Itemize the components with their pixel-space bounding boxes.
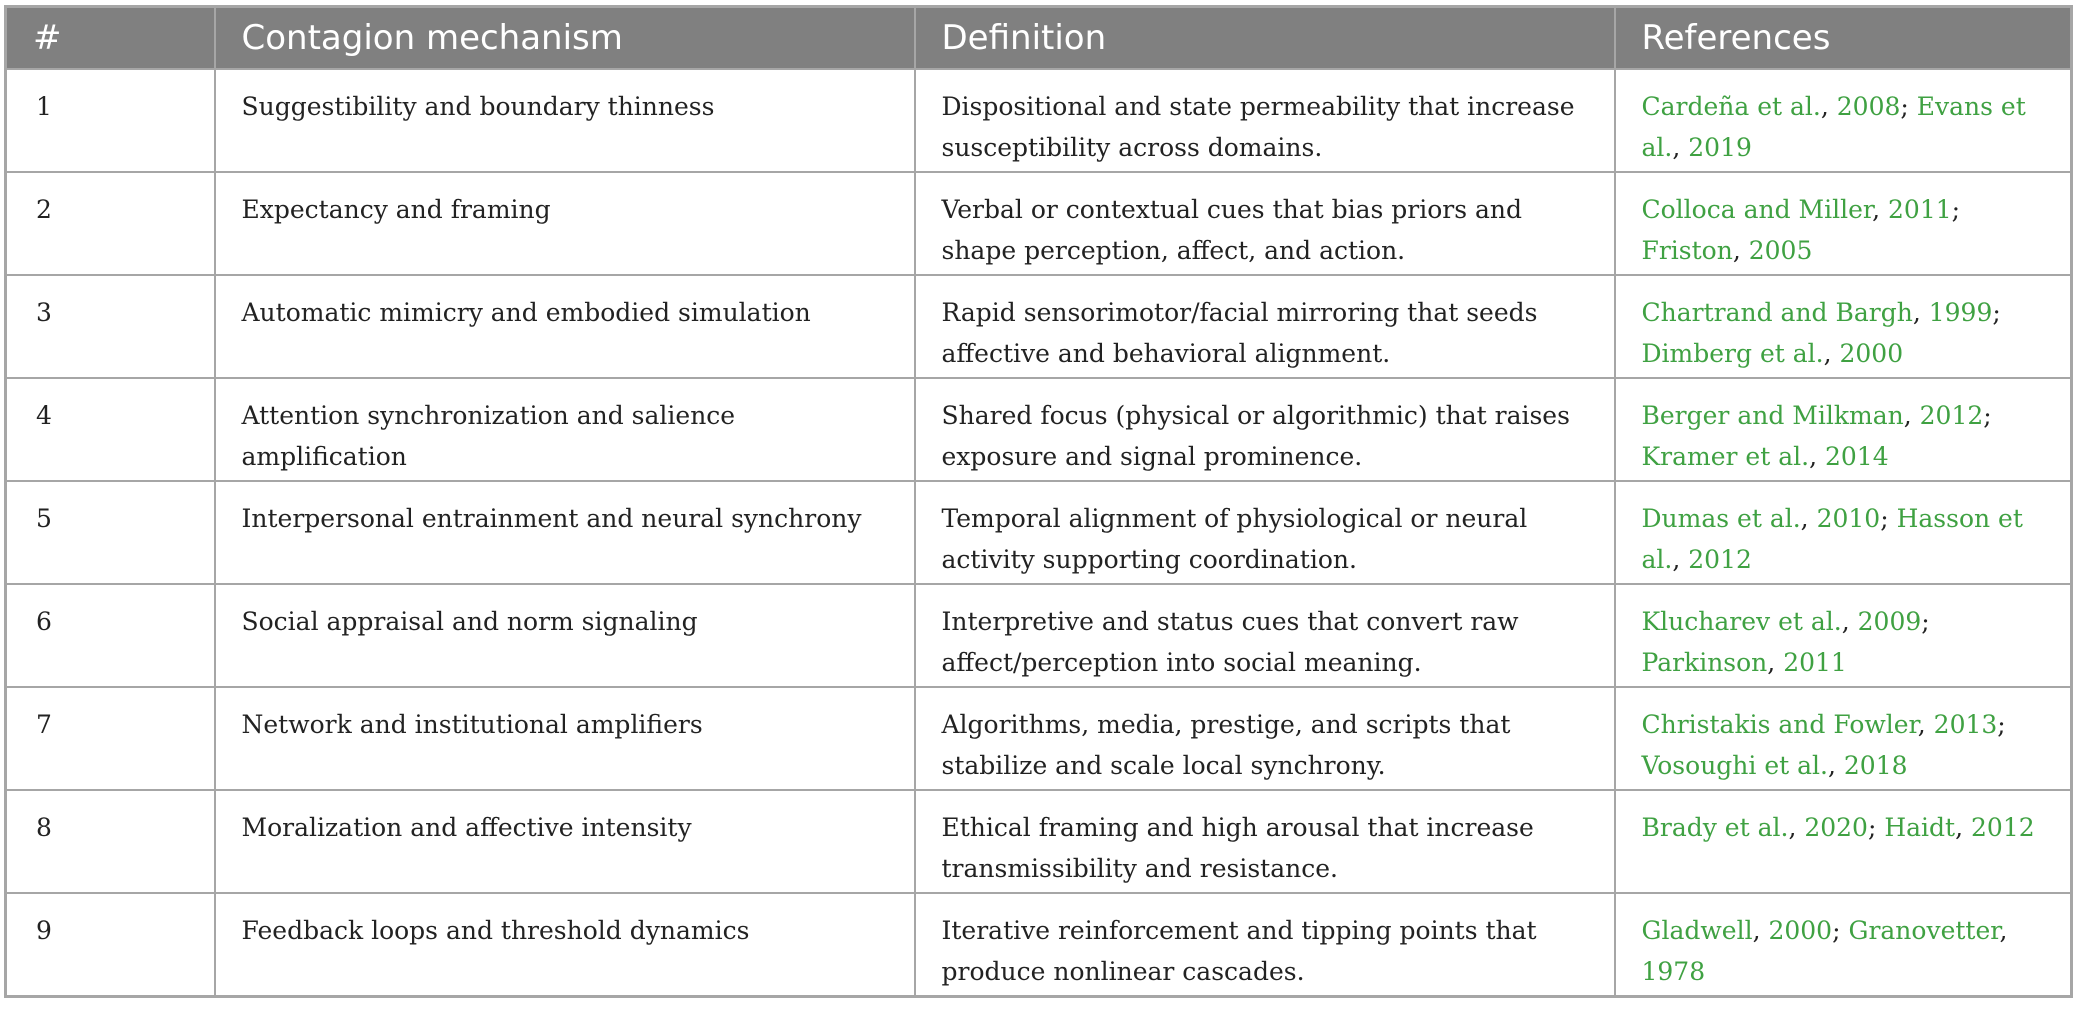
- reference-author-link[interactable]: Granovetter: [1848, 916, 2000, 945]
- reference-author-link[interactable]: Chartrand and Bargh: [1641, 298, 1913, 327]
- reference-separator: ,: [1809, 442, 1825, 471]
- reference-separator: ,: [1827, 751, 1844, 780]
- reference-separator: ;: [1997, 710, 2006, 739]
- row-mechanism: Suggestibility and boundary thinness: [215, 69, 915, 172]
- table-row: [6, 69, 2072, 172]
- reference-year-link[interactable]: 2019: [1688, 133, 1752, 162]
- row-references: [1615, 584, 2072, 687]
- row-references: [1615, 69, 2072, 172]
- reference-author-link[interactable]: Parkinson: [1641, 648, 1768, 677]
- reference-year-link[interactable]: 2012: [1688, 545, 1752, 574]
- reference-author-link[interactable]: Berger and Milkman: [1641, 401, 1904, 430]
- reference-author-link[interactable]: Christakis and Fowler: [1641, 710, 1918, 739]
- row-references: [1615, 893, 2072, 996]
- row-references: [1615, 790, 2072, 893]
- row-definition: Iterative reinforcement and tipping points that produce nonlinear cascades.: [915, 893, 1615, 996]
- reference-year-link[interactable]: 2018: [1843, 751, 1908, 780]
- reference-year-link[interactable]: 2008: [1836, 92, 1901, 121]
- reference-separator: ,: [1767, 648, 1784, 677]
- row-mechanism: Automatic mimicry and embodied simulation: [215, 275, 915, 378]
- reference-separator: ,: [1999, 916, 2008, 945]
- table-row: [6, 172, 2072, 275]
- row-mechanism: Feedback loops and threshold dynamics: [215, 893, 915, 996]
- reference-year-link[interactable]: 2010: [1816, 504, 1881, 533]
- row-references: [1615, 275, 2072, 378]
- row-mechanism: Network and institutional amplifiers: [215, 687, 915, 790]
- reference-separator: ,: [1820, 92, 1837, 121]
- reference-separator: ,: [1752, 916, 1769, 945]
- reference-year-link[interactable]: 2005: [1748, 236, 1813, 265]
- row-references: [1615, 378, 2072, 481]
- row-number: 9: [6, 893, 215, 996]
- row-number: 7: [6, 687, 215, 790]
- header-definition: Definition: [915, 7, 1615, 70]
- reference-author-link[interactable]: Friston: [1641, 236, 1733, 265]
- reference-separator: ;: [1867, 813, 1885, 842]
- row-definition: Dispositional and state permeability that increase susceptibility across domains.: [915, 69, 1615, 172]
- reference-separator: ,: [1672, 545, 1689, 574]
- reference-separator: ,: [1872, 195, 1889, 224]
- reference-author-link[interactable]: Evans et al.: [1641, 92, 2026, 162]
- row-mechanism: Interpersonal entrainment and neural synchrony: [215, 481, 915, 584]
- table-row: [6, 790, 2072, 893]
- header-references: References: [1615, 7, 2072, 70]
- reference-separator: ,: [1917, 710, 1934, 739]
- row-number: 6: [6, 584, 215, 687]
- reference-separator: ;: [1951, 195, 1961, 224]
- reference-year-link[interactable]: 2009: [1857, 607, 1922, 636]
- reference-author-link[interactable]: Vosoughi et al.: [1641, 751, 1828, 780]
- reference-separator: ,: [1912, 298, 1929, 327]
- reference-year-link[interactable]: 2012: [1919, 401, 1984, 430]
- reference-year-link[interactable]: 1999: [1928, 298, 1993, 327]
- reference-separator: ;: [1921, 607, 1930, 636]
- reference-year-link[interactable]: 2011: [1888, 195, 1952, 224]
- reference-year-link[interactable]: 2000: [1839, 339, 1904, 368]
- row-mechanism: Attention synchronization and salience amplification: [215, 378, 915, 481]
- header-mechanism: Contagion mechanism: [215, 7, 915, 70]
- reference-author-link[interactable]: Cardeña et al.: [1641, 92, 1821, 121]
- row-references: [1615, 687, 2072, 790]
- table-body: [6, 69, 2072, 996]
- reference-year-link[interactable]: 2013: [1933, 710, 1998, 739]
- reference-separator: ,: [1955, 813, 1972, 842]
- reference-year-link[interactable]: 2000: [1768, 916, 1833, 945]
- row-references: [1615, 172, 2072, 275]
- reference-author-link[interactable]: Dumas et al.: [1641, 504, 1801, 533]
- row-number: 5: [6, 481, 215, 584]
- reference-author-link[interactable]: Colloca and Miller: [1641, 195, 1873, 224]
- contagion-mechanisms-table: [4, 5, 2073, 998]
- table-row: [6, 275, 2072, 378]
- table-row: [6, 378, 2072, 481]
- reference-separator: ,: [1732, 236, 1749, 265]
- row-definition: Rapid sensorimotor/facial mirroring that seeds affective and behavioral alignment.: [915, 275, 1615, 378]
- reference-year-link[interactable]: 2020: [1804, 813, 1868, 842]
- reference-separator: ;: [1832, 916, 1849, 945]
- header-number: #: [6, 7, 215, 70]
- row-mechanism: Expectancy and framing: [215, 172, 915, 275]
- row-definition: Verbal or contextual cues that bias priors and shape perception, affect, and action.: [915, 172, 1615, 275]
- reference-separator: ;: [1900, 92, 1917, 121]
- row-number: 2: [6, 172, 215, 275]
- row-definition: Ethical framing and high arousal that increase transmissibility and resistance.: [915, 790, 1615, 893]
- table-container: [4, 5, 2070, 998]
- row-definition: Temporal alignment of physiological or neural activity supporting coordination.: [915, 481, 1615, 584]
- reference-separator: ;: [1880, 504, 1897, 533]
- reference-separator: ,: [1800, 504, 1817, 533]
- reference-author-link[interactable]: Gladwell: [1641, 916, 1753, 945]
- reference-separator: ,: [1788, 813, 1805, 842]
- row-references: [1615, 481, 2072, 584]
- reference-year-link[interactable]: 2012: [1971, 813, 2035, 842]
- reference-author-link[interactable]: Dimberg et al.: [1641, 339, 1824, 368]
- row-number: 8: [6, 790, 215, 893]
- reference-author-link[interactable]: Hasson et al.: [1641, 504, 2023, 574]
- header-row: [6, 7, 2072, 70]
- row-definition: Algorithms, media, prestige, and scripts that stabilize and scale local synchrony.: [915, 687, 1615, 790]
- reference-author-link[interactable]: Klucharev et al.: [1641, 607, 1842, 636]
- reference-author-link[interactable]: Kramer et al.: [1641, 442, 1810, 471]
- table-row: [6, 481, 2072, 584]
- row-number: 3: [6, 275, 215, 378]
- reference-separator: ,: [1823, 339, 1840, 368]
- reference-year-link[interactable]: 2014: [1824, 442, 1889, 471]
- reference-year-link[interactable]: 2011: [1783, 648, 1847, 677]
- table-row: [6, 687, 2072, 790]
- table-row: [6, 893, 2072, 996]
- reference-author-link[interactable]: Haidt: [1884, 813, 1956, 842]
- table-row: [6, 584, 2072, 687]
- reference-separator: ,: [1672, 133, 1689, 162]
- reference-separator: ;: [1992, 298, 2001, 327]
- row-number: 1: [6, 69, 215, 172]
- reference-separator: ;: [1983, 401, 1992, 430]
- row-definition: Shared focus (physical or algorithmic) that raises exposure and signal prominence.: [915, 378, 1615, 481]
- reference-separator: ,: [1841, 607, 1858, 636]
- reference-year-link[interactable]: 1978: [1641, 957, 1706, 986]
- reference-author-link[interactable]: Brady et al.: [1641, 813, 1789, 842]
- row-definition: Interpretive and status cues that convert raw affect/perception into social meaning.: [915, 584, 1615, 687]
- row-number: 4: [6, 378, 215, 481]
- row-mechanism: Social appraisal and norm signaling: [215, 584, 915, 687]
- table-header: [6, 7, 2072, 70]
- reference-separator: ,: [1903, 401, 1920, 430]
- row-mechanism: Moralization and affective intensity: [215, 790, 915, 893]
